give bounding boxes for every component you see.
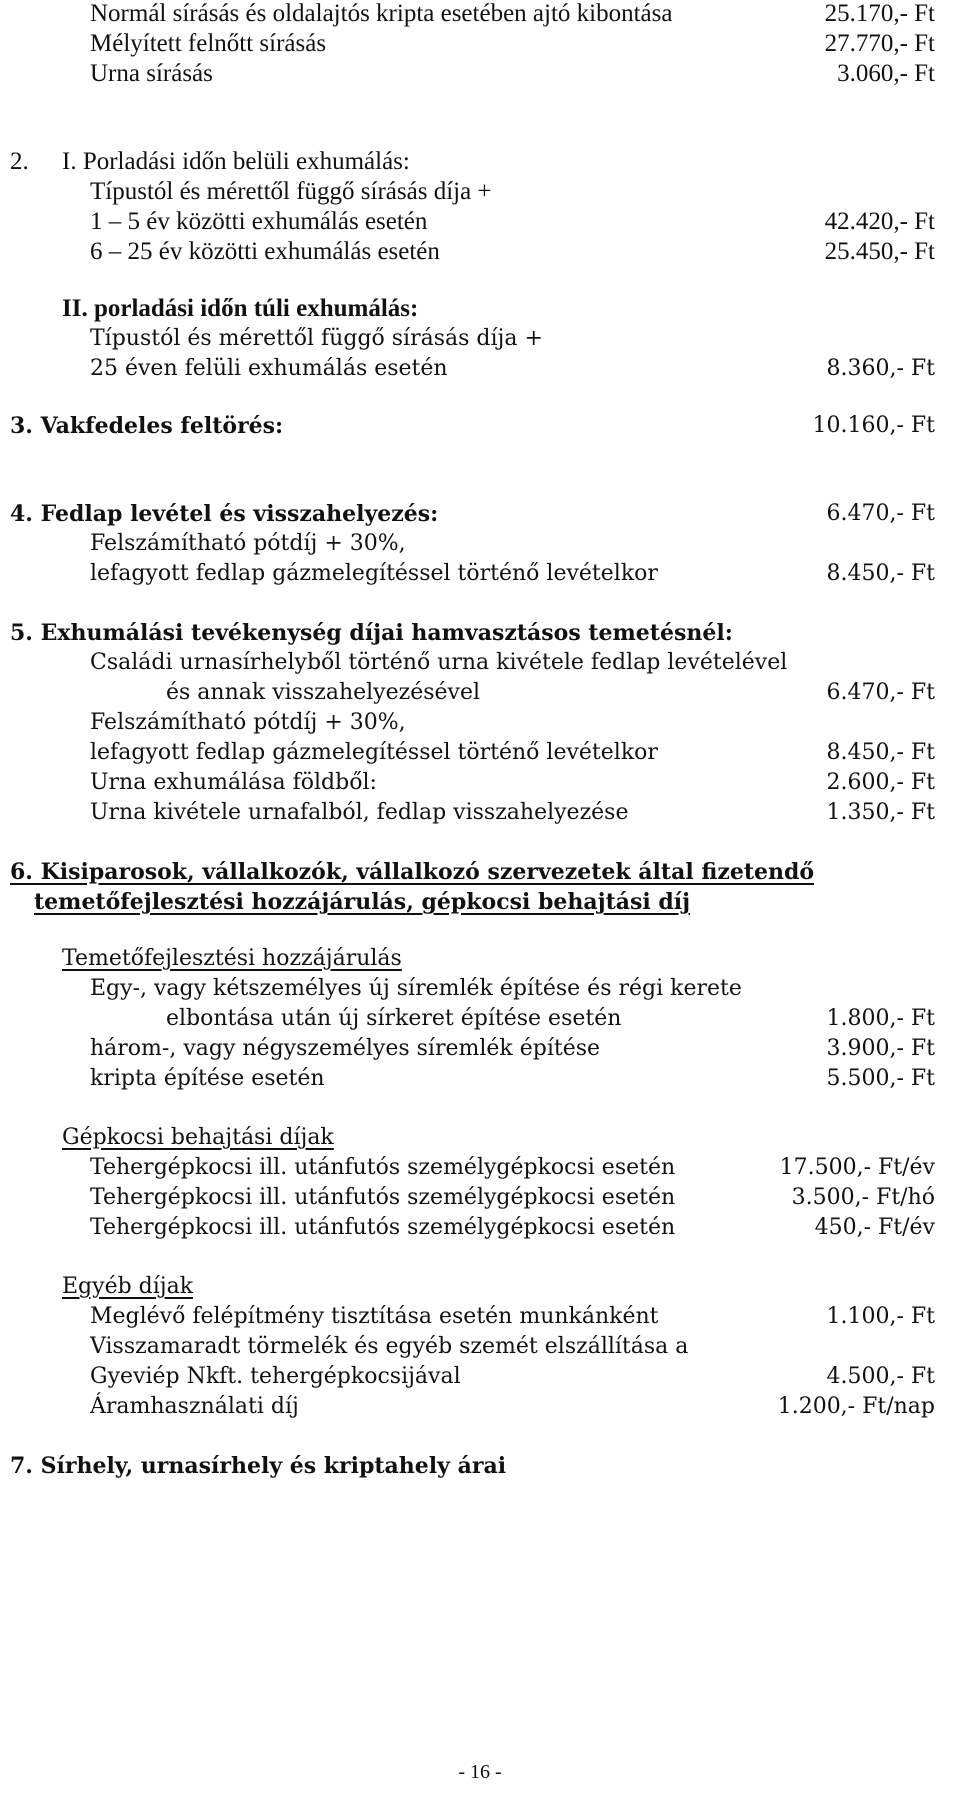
fee-label: kripta építése esetén — [90, 1066, 325, 1091]
fee-row — [0, 1181, 960, 1215]
fee-price: 3.900,- Ft — [826, 1036, 935, 1061]
fee-label: Tehergépkocsi ill. utánfutós személygépkocsi esetén — [90, 1185, 676, 1210]
section-title: 7. Sírhely, urnasírhely és kriptahely árai — [10, 1453, 507, 1479]
section-title: 5. Exhumálási tevékenység díjai hamvasztásos temetésnél: — [10, 620, 733, 646]
fee-price: 3.060,- Ft — [837, 60, 935, 87]
fee-label: Tehergépkocsi ill. utánfutós személygépkocsi esetén — [90, 1155, 676, 1180]
fee-price: 5.500,- Ft — [826, 1066, 935, 1091]
fee-row — [0, 27, 960, 61]
fee-note — [0, 527, 960, 561]
fee-label: Áramhasználati díj — [90, 1394, 299, 1419]
fee-label: Urna exhumálása földből: — [90, 770, 377, 795]
fee-row — [0, 1300, 960, 1334]
fee-price: 1.100,- Ft — [826, 1304, 935, 1329]
fee-text-line: Családi urnasírhelyből történő urna kivétele fedlap levételével — [90, 650, 788, 675]
subsection-heading — [0, 1270, 960, 1304]
page-number: - 16 - — [458, 1761, 502, 1783]
fee-label: Tehergépkocsi ill. utánfutós személygépkocsi esetén — [90, 1215, 676, 1240]
subsection-heading — [0, 1121, 960, 1155]
fee-price: 25.450,- Ft — [824, 238, 935, 265]
fee-row — [0, 1151, 960, 1185]
section-3-row — [0, 409, 960, 443]
fee-label: lefagyott fedlap gázmelegítéssel történő levételkor — [90, 561, 658, 586]
fee-label: 25 éven felüli exhumálás esetén — [90, 356, 448, 381]
fee-row — [0, 1062, 960, 1096]
section-2-subheading — [0, 292, 960, 326]
fee-text — [0, 972, 960, 1006]
fee-label: Urna sírásás — [90, 60, 213, 87]
fee-text-line: Egy-, vagy kétszemélyes új síremlék építése és régi kerete — [90, 976, 742, 1001]
fee-text — [0, 1330, 960, 1364]
fee-price: 25.170,- Ft — [824, 0, 935, 27]
section-number: 2. — [10, 148, 29, 175]
fee-price: 2.600,- Ft — [826, 770, 935, 795]
fee-note-text: Felszámítható pótdíj + 30%, — [90, 710, 406, 735]
fee-label: elbontása után új sírkeret építése esetén — [166, 1006, 622, 1031]
fee-label: Meglévő felépítmény tisztítása esetén munkánként — [90, 1304, 659, 1329]
section-title: 3. Vakfedeles feltörés: — [10, 413, 284, 439]
section-6-heading-cont — [0, 885, 960, 919]
fee-label: Gyeviép Nkft. tehergépkocsijával — [90, 1364, 461, 1389]
fee-note — [0, 706, 960, 740]
section-title: I. Porladási időn belüli exhumálás: — [62, 148, 410, 175]
fee-label: három-, vagy négyszemélyes síremlék építése — [90, 1036, 601, 1061]
fee-row — [0, 736, 960, 770]
section-title-cont: temetőfejlesztési hozzájárulás, gépkocsi behajtási díj — [34, 889, 691, 915]
fee-price: 10.160,- Ft — [812, 413, 935, 438]
fee-price: 6.470,- Ft — [826, 680, 935, 705]
fee-basis-text: Típustól és mérettől függő sírásás díja + — [90, 178, 492, 205]
subsection-title: Temetőfejlesztési hozzájárulás — [62, 946, 402, 971]
fee-row — [0, 235, 960, 269]
fee-price: 17.500,- Ft/év — [779, 1155, 935, 1180]
fee-label: lefagyott fedlap gázmelegítéssel történő levételkor — [90, 740, 658, 765]
fee-note-text: Felszámítható pótdíj + 30%, — [90, 531, 406, 556]
fee-label: és annak visszahelyezésével — [166, 680, 481, 705]
fee-row — [0, 1032, 960, 1066]
fee-row — [0, 676, 960, 710]
fee-row — [0, 1390, 960, 1424]
fee-price: 6.470,- Ft — [826, 501, 935, 526]
section-title: 4. Fedlap levétel és visszahelyezés: — [10, 501, 439, 527]
fee-price: 450,- Ft/év — [814, 1215, 935, 1240]
section-2-heading — [0, 145, 960, 179]
fee-row — [0, 352, 960, 386]
fee-price: 27.770,- Ft — [824, 30, 935, 57]
fee-row — [0, 796, 960, 830]
section-6-heading — [0, 855, 960, 889]
fee-basis — [0, 175, 960, 209]
fee-label: Urna kivétele urnafalból, fedlap visszahelyezése — [90, 800, 629, 825]
fee-price: 3.500,- Ft/hó — [791, 1185, 935, 1210]
subsection-heading — [0, 942, 960, 976]
fee-text-line: Visszamaradt törmelék és egyéb szemét elszállítása a — [90, 1334, 689, 1359]
fee-basis-text: Típustól és mérettől függő sírásás díja + — [90, 326, 543, 351]
section-4-row — [0, 497, 960, 531]
fee-price: 42.420,- Ft — [824, 208, 935, 235]
fee-price: 8.360,- Ft — [826, 356, 935, 381]
fee-row — [0, 1002, 960, 1036]
fee-row — [0, 766, 960, 800]
fee-label: 1 – 5 év közötti exhumálás esetén — [90, 208, 428, 235]
fee-price: 1.200,- Ft/nap — [777, 1394, 935, 1419]
fee-price: 8.450,- Ft — [826, 561, 935, 586]
section-subtitle: II. porladási időn túli exhumálás: — [62, 295, 419, 322]
section-5-heading — [0, 616, 960, 650]
fee-row — [0, 557, 960, 591]
fee-price: 8.450,- Ft — [826, 740, 935, 765]
fee-row — [0, 205, 960, 239]
fee-row — [0, 57, 960, 91]
fee-label: 6 – 25 év közötti exhumálás esetén — [90, 238, 440, 265]
fee-row — [0, 1360, 960, 1394]
fee-price: 1.350,- Ft — [826, 800, 935, 825]
subsection-title: Egyéb díjak — [62, 1274, 194, 1299]
fee-basis — [0, 322, 960, 356]
fee-label: Mélyített felnőtt sírásás — [90, 30, 327, 57]
fee-row — [0, 1211, 960, 1245]
fee-text — [0, 646, 960, 680]
fee-price: 4.500,- Ft — [826, 1364, 935, 1389]
section-7-heading — [0, 1449, 960, 1483]
fee-price: 1.800,- Ft — [826, 1006, 935, 1031]
subsection-title: Gépkocsi behajtási díjak — [62, 1125, 334, 1150]
section-title: 6. Kisiparosok, vállalkozók, vállalkozó szervezetek által fizetendő — [10, 859, 815, 885]
fee-label: Normál sírásás és oldalajtós kripta esetében ajtó kibontása — [90, 0, 673, 27]
